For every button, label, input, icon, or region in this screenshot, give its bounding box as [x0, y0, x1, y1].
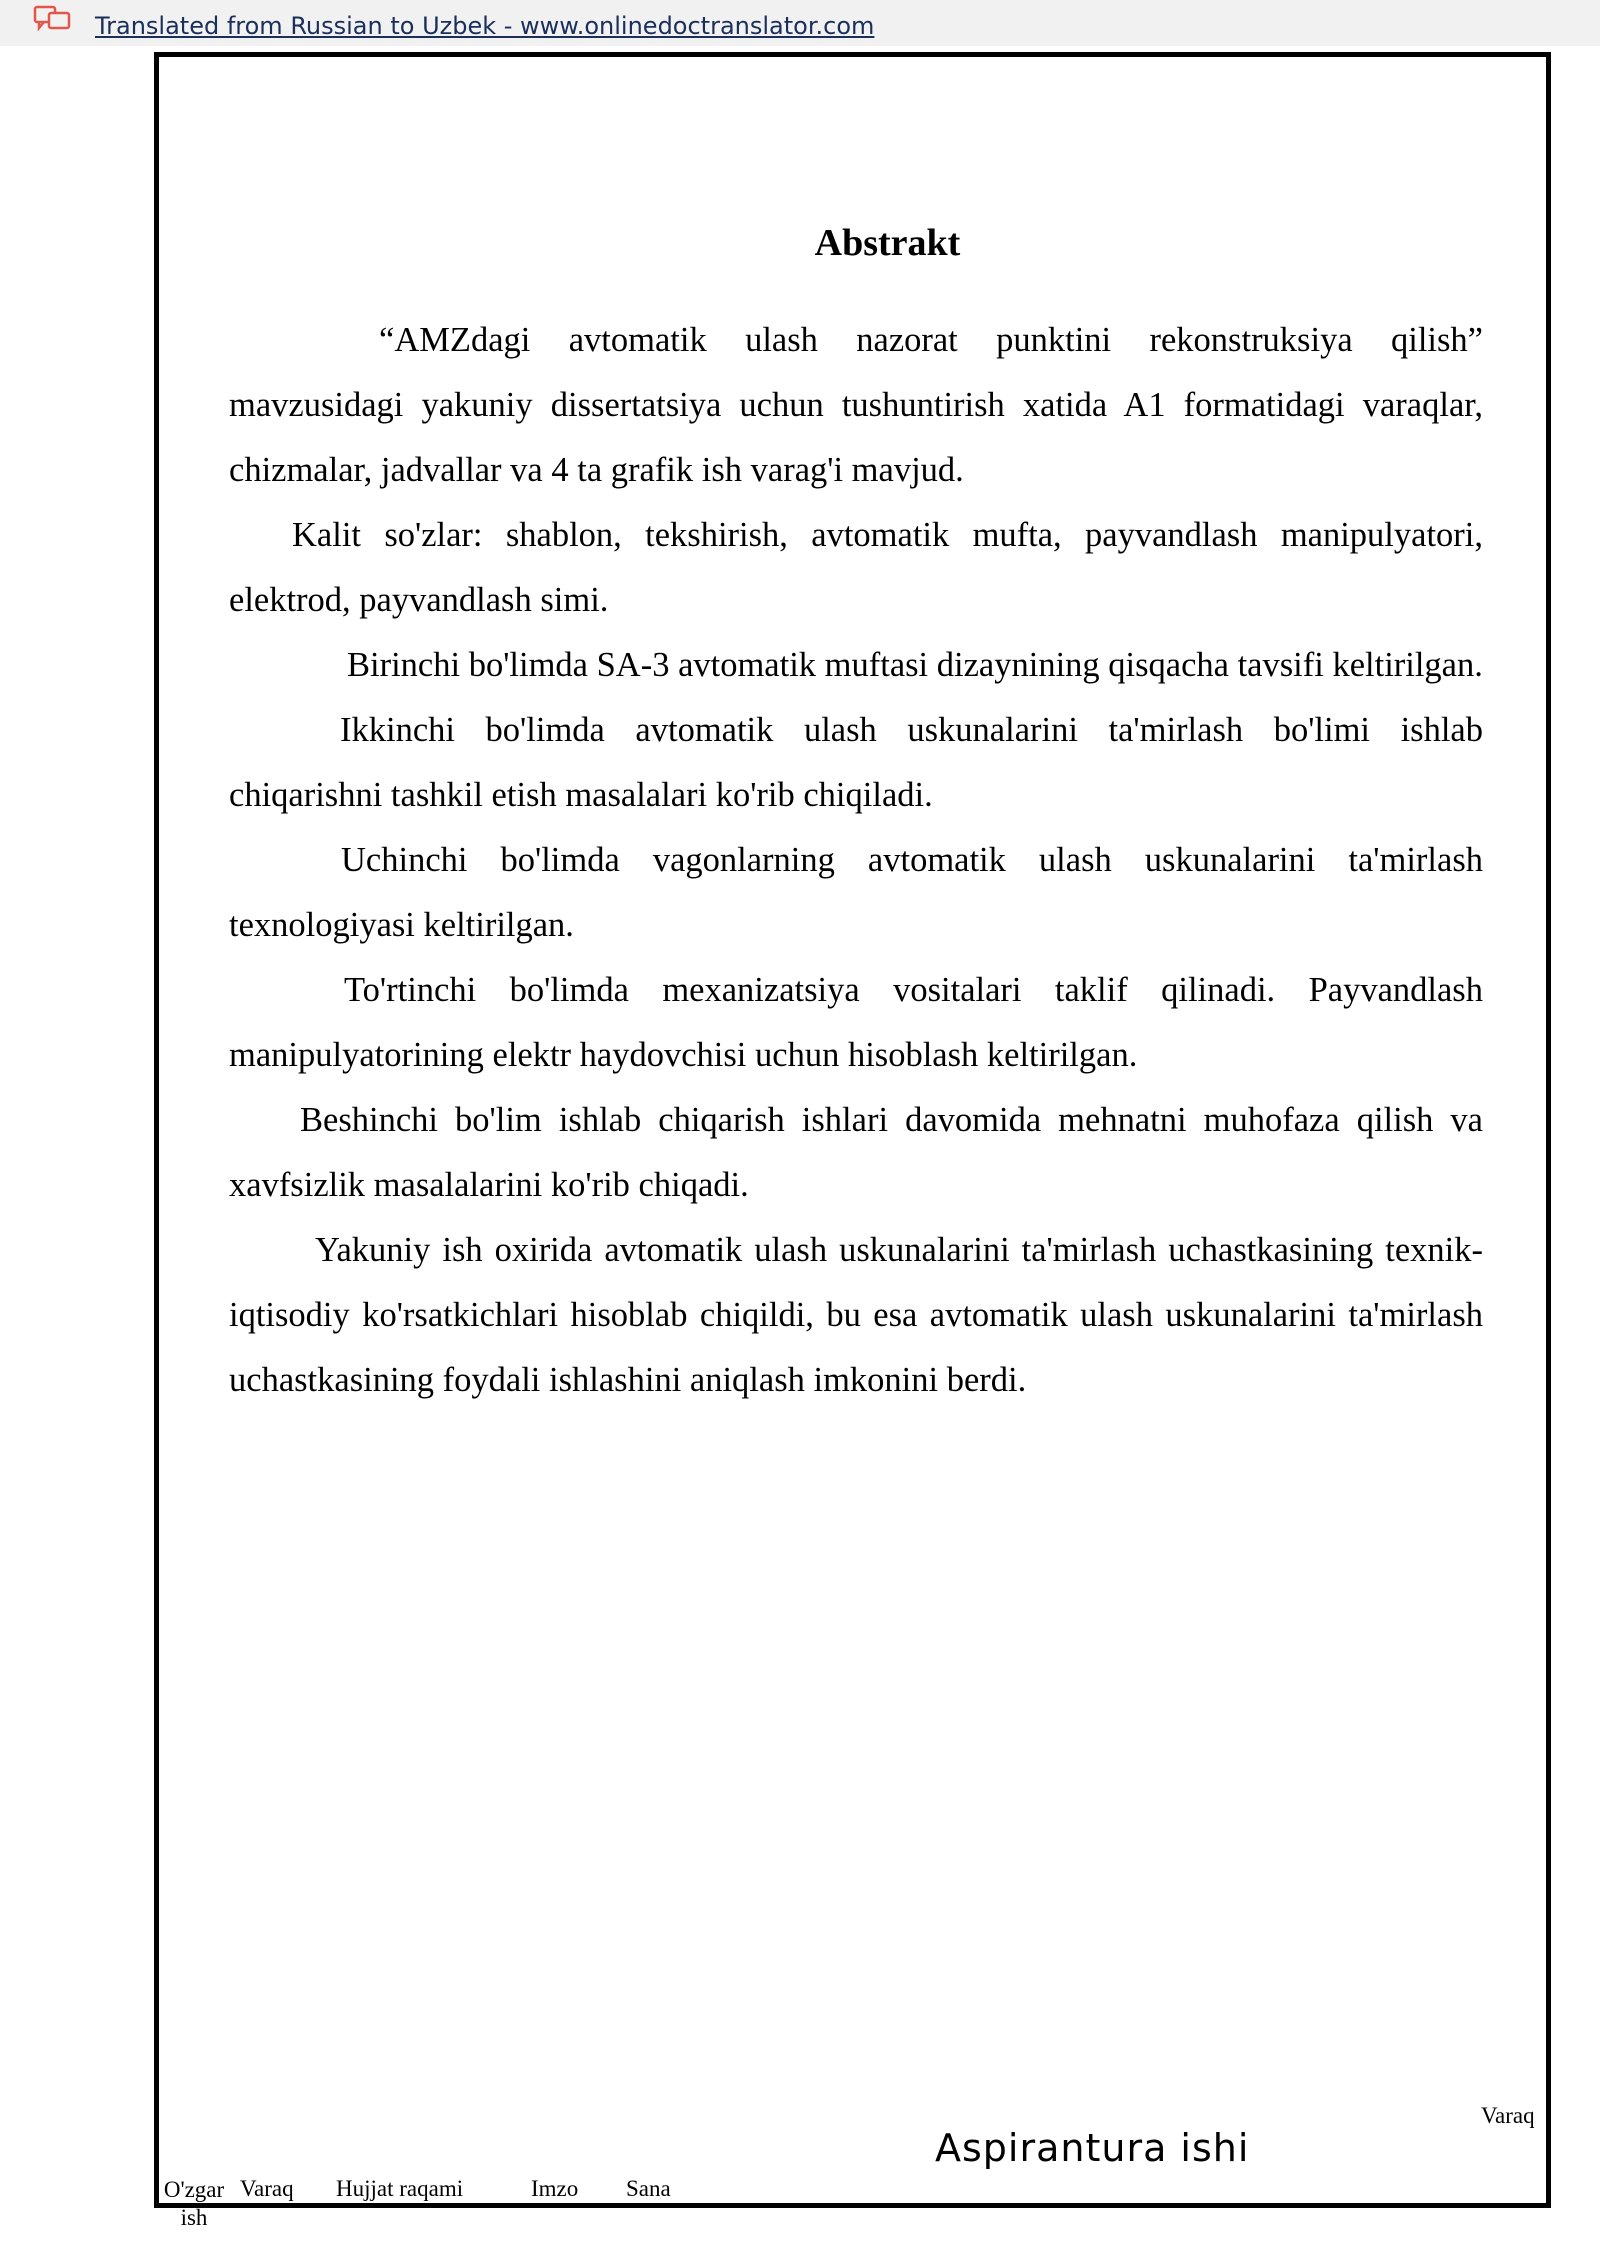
paragraph-section-5: Beshinchi bo'lim ishlab chiqarish ishlari davomida mehnatni muhofaza qilish va xavfsizlik masalalarini ko'rib chiqadi.: [229, 1101, 1483, 1204]
translation-banner: [0, 0, 1600, 46]
translate-icon: [33, 4, 73, 34]
paragraph-section-2: Ikkinchi bo'limda avtomatik ulash uskunalarini ta'mirlash bo'limi ishlab chiqarishni tashkil etish masalalari ko'rib chiqiladi.: [229, 711, 1483, 814]
stamp-sheet-label: Varaq: [1481, 2103, 1535, 2128]
translator-link[interactable]: Translated from Russian to Uzbek - www.onlinedoctranslator.com: [95, 12, 875, 40]
paragraph-intro: “AMZdagi avtomatik ulash nazorat punktini rekonstruksiya qilish” mavzusidagi yakuniy dissertatsiya uchun tushuntirish xatida A1 formatidagi varaqlar, chizmalar, jadvallar va 4 ta grafik ish varag'i mavjud.: [229, 321, 1483, 489]
paragraph-keywords: Kalit so'zlar: shablon, tekshirish, avtomatik mufta, payvandlash manipulyatori, elektrod, payvandlash simi.: [229, 516, 1483, 619]
stamp-column-change: O'zgar ish: [163, 2177, 225, 2230]
stamp-column-signature: Imzo: [531, 2176, 579, 2201]
paragraph-section-3: Uchinchi bo'limda vagonlarning avtomatik ulash uskunalarini ta'mirlash texnologiyasi keltirilgan.: [229, 841, 1483, 944]
stamp-column-date: Sana: [626, 2176, 671, 2201]
stamp-column-doc-number: Hujjat raqami: [336, 2176, 464, 2201]
document-title: Abstrakt: [814, 222, 961, 264]
stamp-title: Aspirantura ishi: [935, 2126, 1250, 2170]
paragraph-section-1: Birinchi bo'limda SA-3 avtomatik muftasi dizaynining qisqacha tavsifi keltirilgan.: [347, 646, 1483, 684]
paragraph-section-4: To'rtinchi bo'limda mexanizatsiya vositalari taklif qilinadi. Payvandlash manipulyatorining elektr haydovchisi uchun hisoblash keltirilgan.: [229, 971, 1483, 1074]
stamp-column-sheet: Varaq: [240, 2176, 294, 2201]
document-body: [229, 308, 1483, 1413]
paragraph-conclusion: Yakuniy ish oxirida avtomatik ulash uskunalarini ta'mirlash uchastkasining texnik-iqtisodiy ko'rsatkichlari hisoblab chiqildi, bu esa avtomatik ulash uskunalarini ta'mirlash uchastkasining foydali ishlashini aniqlash imkonini berdi.: [229, 1231, 1483, 1399]
